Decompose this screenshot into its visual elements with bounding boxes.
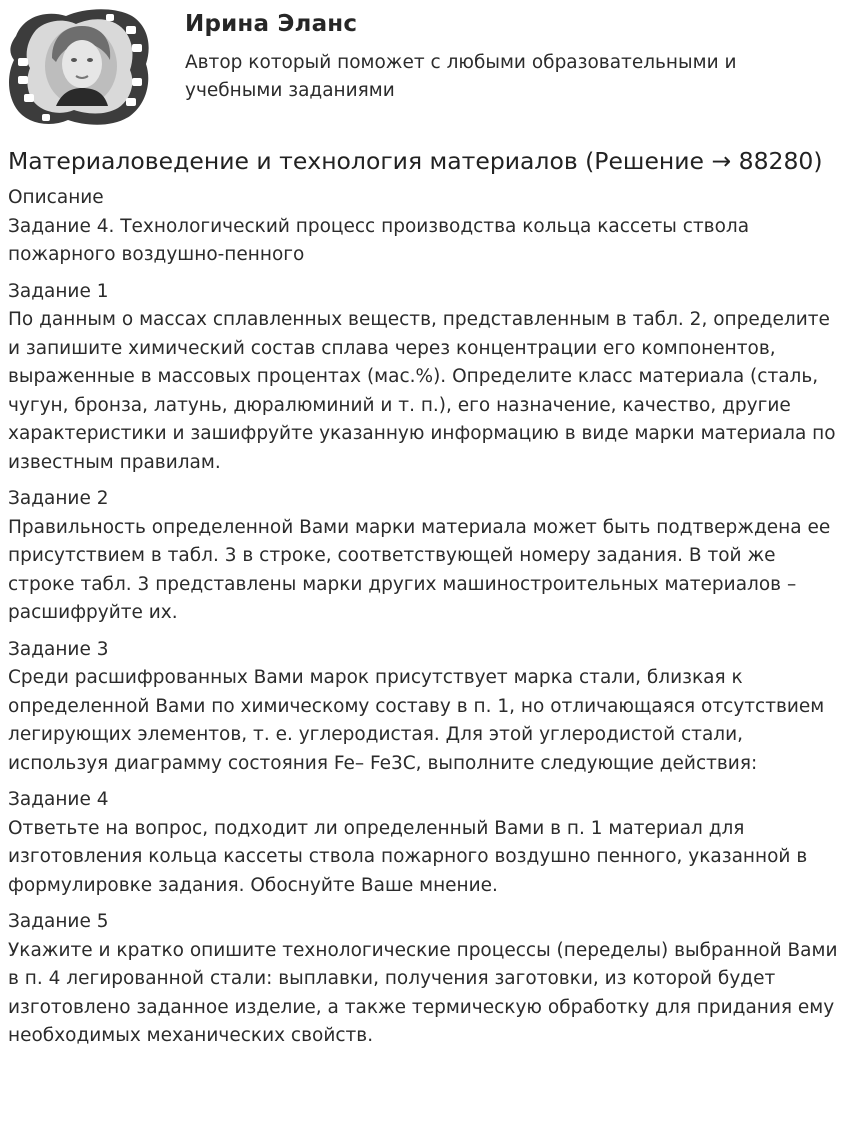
- author-avatar: [6, 6, 152, 128]
- author-name: Ирина Эланс: [185, 11, 358, 37]
- task-text: По данным о массах сплавленных веществ, представленным в табл. 2, определите и запишите химический состав сплава через концентрации его компонентов, выраженные в массовых процентах (мас.%). Определите класс материала (сталь, чугун, бронза, латунь, дюралюминий и т. п.), его назначение, качество, другие характеристики и зашифруйте указанную информацию в виде марки материала по известным правилам.: [8, 309, 836, 473]
- description-label: Описание: [8, 187, 104, 208]
- task-text: Укажите и кратко опишите технологические процессы (переделы) выбранной Вами в п. 4 легированной стали: выплавки, получения заготовки, из которой будет изготовлено заданное изделие, а также термическую обработку для придания ему необходимых механических свойств.: [8, 939, 838, 1046]
- task-label: Задание 1: [8, 280, 109, 302]
- task-section: [8, 908, 840, 1051]
- task-section: [8, 786, 840, 900]
- author-header: [0, 0, 847, 135]
- task-section: [8, 278, 840, 478]
- page-title: Материаловедение и технология материалов (Решение → 88280): [8, 147, 823, 175]
- task-text: Ответьте на вопрос, подходит ли определенный Вами в п. 1 материал для изготовления кольца кассеты ствола пожарного воздушно пенного, указанной в формулировке задания. Обоснуйте Ваше мнение.: [8, 817, 808, 896]
- task-label: Задание 5: [8, 911, 109, 932]
- main-content: [8, 146, 840, 1059]
- task-text: Правильность определенной Вами марки материала может быть подтверждена ее присутствием в табл. 3 в строке, соответствующей номеру задания. В той же строке табл. 3 представлены марки других машиностроительных материалов – расшифруйте их.: [8, 516, 831, 623]
- author-bio: Автор который поможет с любыми образовательными и учебными заданиями: [185, 52, 737, 101]
- task-section: [8, 485, 840, 628]
- task-label: Задание 4: [8, 789, 109, 810]
- description-section: [8, 184, 840, 270]
- task-text: Среди расшифрованных Вами марок присутствует марка стали, близкая к определенной Вами по химическому составу в п. 1, но отличающаяся отсутствием легирующих элементов, т. е. углеродистая. Для этой углеродистой стали, используя диаграмму состояния Fe– Fe3C, выполните следующие действия:: [8, 667, 825, 774]
- description-text: Задание 4. Технологический процесс производства кольца кассеты ствола пожарного воздушно-пенного: [8, 215, 750, 265]
- task-label: Задание 3: [8, 638, 109, 660]
- task-section: [8, 636, 840, 779]
- task-label: Задание 2: [8, 488, 109, 509]
